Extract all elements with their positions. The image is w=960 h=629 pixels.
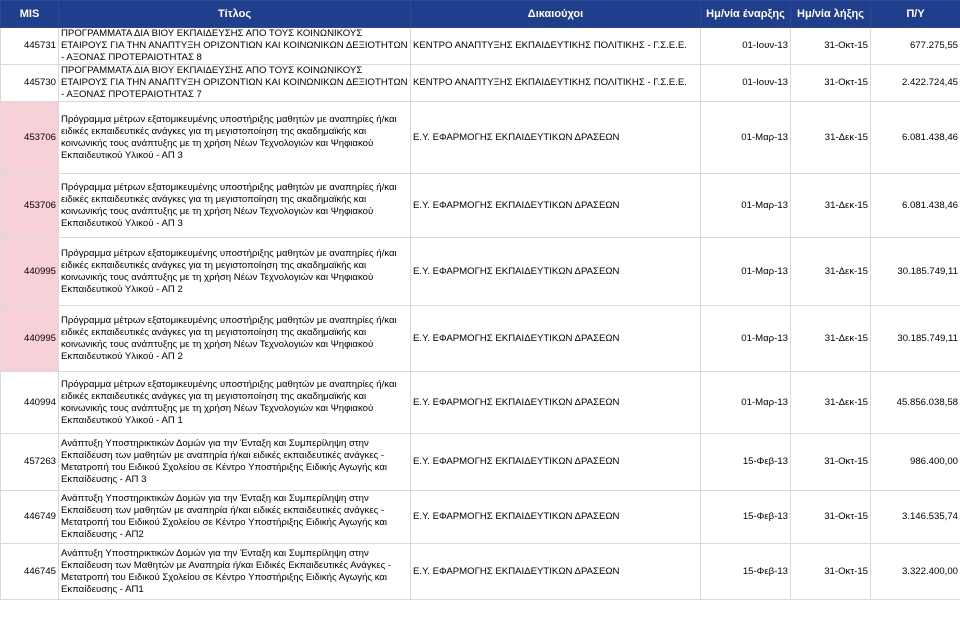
- owner-cell: Ε.Υ. ΕΦΑΡΜΟΓΗΣ ΕΚΠΑΙΔΕΥΤΙΚΩΝ ΔΡΑΣΕΩΝ: [411, 544, 701, 600]
- table-row[interactable]: [1, 238, 960, 306]
- mis-cell: 445731: [1, 28, 59, 65]
- owner-cell: Ε.Υ. ΕΦΑΡΜΟΓΗΣ ΕΚΠΑΙΔΕΥΤΙΚΩΝ ΔΡΑΣΕΩΝ: [411, 238, 701, 306]
- end-date-cell: 31-Δεκ-15: [791, 238, 871, 306]
- end-date-cell: 31-Οκτ-15: [791, 491, 871, 544]
- mis-cell: 440994: [1, 372, 59, 434]
- start-date-cell: 15-Φεβ-13: [701, 491, 791, 544]
- end-date-cell: 31-Οκτ-15: [791, 544, 871, 600]
- title-cell: ΠΡΟΓΡΑΜΜΑΤΑ ΔΙΑ ΒΙΟΥ ΕΚΠΑΙΔΕΥΣΗΣ ΑΠΟ ΤΟΥΣ ΚΟΙΝΩΝΙΚΟΥΣ ΕΤΑΙΡΟΥΣ ΓΙΑ ΤΗΝ ΑΝΑΠΤΥΞΗ ΟΡΙΖΟΝΤΙΩΝ ΚΑΙ ΚΟΙΝΩΝΙΚΩΝ ΔΕΞΙΟΤΗΤΩΝ - ΑΞΟΝΑΣ ΠΡΟΤΕΡΑΙΟΤΗΤΑΣ 7: [59, 65, 411, 102]
- header-row: [1, 1, 960, 28]
- end-date-cell: 31-Δεκ-15: [791, 306, 871, 372]
- title-cell: ΠΡΟΓΡΑΜΜΑΤΑ ΔΙΑ ΒΙΟΥ ΕΚΠΑΙΔΕΥΣΗΣ ΑΠΟ ΤΟΥΣ ΚΟΙΝΩΝΙΚΟΥΣ ΕΤΑΙΡΟΥΣ ΓΙΑ ΤΗΝ ΑΝΑΠΤΥΞΗ ΟΡΙΖΟΝΤΙΩΝ ΚΑΙ ΚΟΙΝΩΝΙΚΩΝ ΔΕΞΙΟΤΗΤΩΝ - ΑΞΟΝΑΣ ΠΡΟΤΕΡΑΙΟΤΗΤΑΣ 8: [59, 28, 411, 65]
- title-cell: Πρόγραμμα μέτρων εξατομικευμένης υποστήριξης μαθητών με αναπηρίες ή/και ειδικές εκπαιδευτικές ανάγκες για τη μεγιστοποίηση της ακαδημαϊκής και κοινωνικής τους ανάπτυξης με τη χρήση Νέων Τεχνολογιών και Ψηφιακού Εκπαιδευτικού Υλικού - ΑΠ 2: [59, 306, 411, 372]
- column-header-start[interactable]: Ημ/νία έναρξης: [701, 1, 791, 28]
- budget-cell: 2.422.724,45: [871, 65, 960, 102]
- title-cell: Πρόγραμμα μέτρων εξατομικευμένης υποστήριξης μαθητών με αναπηρίες ή/και ειδικές εκπαιδευτικές ανάγκες για τη μεγιστοποίηση της ακαδημαϊκής και κοινωνικής τους ανάπτυξης με τη χρήση Νέων Τεχνολογιών και Ψηφιακού Εκπαιδευτικού Υλικού - ΑΠ 3: [59, 102, 411, 174]
- table-row[interactable]: [1, 544, 960, 600]
- title-cell: Πρόγραμμα μέτρων εξατομικευμένης υποστήριξης μαθητών με αναπηρίες ή/και ειδικές εκπαιδευτικές ανάγκες για τη μεγιστοποίηση της ακαδημαϊκής και κοινωνικής τους ανάπτυξης με τη χρήση Νέων Τεχνολογιών και Ψηφιακού Εκπαιδευτικού Υλικού - ΑΠ 1: [59, 372, 411, 434]
- owner-cell: Ε.Υ. ΕΦΑΡΜΟΓΗΣ ΕΚΠΑΙΔΕΥΤΙΚΩΝ ΔΡΑΣΕΩΝ: [411, 434, 701, 491]
- start-date-cell: 01-Μαρ-13: [701, 174, 791, 238]
- mis-cell: 453706: [1, 174, 59, 238]
- budget-cell: 986.400,00: [871, 434, 960, 491]
- mis-cell: 446749: [1, 491, 59, 544]
- column-header-amount[interactable]: Π/Υ: [871, 1, 960, 28]
- title-cell: Ανάπτυξη Υποστηρικτικών Δομών για την Ένταξη και Συμπερίληψη στην Εκπαίδευση των μαθητών με αναπηρία ή/και ειδικές εκπαιδευτικές ανάγκες - Μετατροπή του Ειδικού Σχολείου σε Κέντρο Υποστήριξης Ειδικής Αγωγής και Εκπαίδευσης - ΑΠ 3: [59, 434, 411, 491]
- title-cell: Ανάπτυξη Υποστηρικτικών Δομών για την Ένταξη και Συμπερίληψη στην Εκπαίδευση των Μαθητών με Αναπηρία ή/και Ειδικές Εκπαιδευτικές Ανάγκες - Μετατροπή του Ειδικού Σχολείου σε Κέντρο Υποστήριξης Ειδικής Αγωγής και Εκπαίδευσης - ΑΠ1: [59, 544, 411, 600]
- table-row[interactable]: [1, 306, 960, 372]
- title-cell: Πρόγραμμα μέτρων εξατομικευμένης υποστήριξης μαθητών με αναπηρίες ή/και ειδικές εκπαιδευτικές ανάγκες για τη μεγιστοποίηση της ακαδημαϊκής και κοινωνικής τους ανάπτυξης με τη χρήση Νέων Τεχνολογιών και Ψηφιακού Εκπαιδευτικού Υλικού - ΑΠ 2: [59, 238, 411, 306]
- mis-cell: 445730: [1, 65, 59, 102]
- start-date-cell: 01-Μαρ-13: [701, 238, 791, 306]
- column-header-owner[interactable]: Δικαιούχοι: [411, 1, 701, 28]
- column-header-end[interactable]: Ημ/νία λήξης: [791, 1, 871, 28]
- end-date-cell: 31-Δεκ-15: [791, 174, 871, 238]
- start-date-cell: 15-Φεβ-13: [701, 544, 791, 600]
- table-row[interactable]: [1, 65, 960, 102]
- budget-cell: 45.856.038,58: [871, 372, 960, 434]
- table-row[interactable]: [1, 434, 960, 491]
- column-header-title[interactable]: Τίτλος: [59, 1, 411, 28]
- start-date-cell: 01-Μαρ-13: [701, 372, 791, 434]
- title-cell: Ανάπτυξη Υποστηρικτικών Δομών για την Ένταξη και Συμπερίληψη στην Εκπαίδευση των μαθητών με αναπηρία ή/και ειδικές εκπαιδευτικές ανάγκες - Μετατροπή του Ειδικού Σχολείου σε Κέντρο Υποστήριξης Ειδικής Αγωγής και Εκπαίδευσης - ΑΠ2: [59, 491, 411, 544]
- end-date-cell: 31-Οκτ-15: [791, 65, 871, 102]
- mis-cell: 440995: [1, 306, 59, 372]
- end-date-cell: 31-Οκτ-15: [791, 434, 871, 491]
- owner-cell: Ε.Υ. ΕΦΑΡΜΟΓΗΣ ΕΚΠΑΙΔΕΥΤΙΚΩΝ ΔΡΑΣΕΩΝ: [411, 491, 701, 544]
- table-row[interactable]: [1, 102, 960, 174]
- table-row[interactable]: [1, 28, 960, 65]
- owner-cell: ΚΕΝΤΡΟ ΑΝΑΠΤΥΞΗΣ ΕΚΠΑΙΔΕΥΤΙΚΗΣ ΠΟΛΙΤΙΚΗΣ - Γ.Σ.Ε.Ε.: [411, 28, 701, 65]
- table-row[interactable]: [1, 174, 960, 238]
- budget-cell: 6.081.438,46: [871, 174, 960, 238]
- start-date-cell: 01-Ιουν-13: [701, 28, 791, 65]
- title-cell: Πρόγραμμα μέτρων εξατομικευμένης υποστήριξης μαθητών με αναπηρίες ή/και ειδικές εκπαιδευτικές ανάγκες για τη μεγιστοποίηση της ακαδημαϊκής και κοινωνικής τους ανάπτυξης με τη χρήση Νέων Τεχνολογιών και Ψηφιακού Εκπαιδευτικού Υλικού - ΑΠ 3: [59, 174, 411, 238]
- owner-cell: Ε.Υ. ΕΦΑΡΜΟΓΗΣ ΕΚΠΑΙΔΕΥΤΙΚΩΝ ΔΡΑΣΕΩΝ: [411, 306, 701, 372]
- table-header: [1, 1, 960, 28]
- start-date-cell: 01-Μαρ-13: [701, 306, 791, 372]
- mis-cell: 446745: [1, 544, 59, 600]
- end-date-cell: 31-Δεκ-15: [791, 102, 871, 174]
- budget-cell: 677.275,55: [871, 28, 960, 65]
- mis-cell: 440995: [1, 238, 59, 306]
- owner-cell: Ε.Υ. ΕΦΑΡΜΟΓΗΣ ΕΚΠΑΙΔΕΥΤΙΚΩΝ ΔΡΑΣΕΩΝ: [411, 102, 701, 174]
- table-row[interactable]: [1, 491, 960, 544]
- budget-cell: 30.185.749,11: [871, 238, 960, 306]
- budget-cell: 30.185.749,11: [871, 306, 960, 372]
- end-date-cell: 31-Οκτ-15: [791, 28, 871, 65]
- budget-cell: 3.322.400,00: [871, 544, 960, 600]
- column-header-mis[interactable]: MIS: [1, 1, 59, 28]
- start-date-cell: 01-Μαρ-13: [701, 102, 791, 174]
- budget-cell: 6.081.438,46: [871, 102, 960, 174]
- table-row[interactable]: [1, 372, 960, 434]
- budget-cell: 3.146.535,74: [871, 491, 960, 544]
- owner-cell: Ε.Υ. ΕΦΑΡΜΟΓΗΣ ΕΚΠΑΙΔΕΥΤΙΚΩΝ ΔΡΑΣΕΩΝ: [411, 372, 701, 434]
- table-body: [1, 28, 960, 600]
- mis-cell: 453706: [1, 102, 59, 174]
- start-date-cell: 15-Φεβ-13: [701, 434, 791, 491]
- start-date-cell: 01-Ιουν-13: [701, 65, 791, 102]
- mis-cell: 457263: [1, 434, 59, 491]
- end-date-cell: 31-Δεκ-15: [791, 372, 871, 434]
- owner-cell: ΚΕΝΤΡΟ ΑΝΑΠΤΥΞΗΣ ΕΚΠΑΙΔΕΥΤΙΚΗΣ ΠΟΛΙΤΙΚΗΣ - Γ.Σ.Ε.Ε.: [411, 65, 701, 102]
- owner-cell: Ε.Υ. ΕΦΑΡΜΟΓΗΣ ΕΚΠΑΙΔΕΥΤΙΚΩΝ ΔΡΑΣΕΩΝ: [411, 174, 701, 238]
